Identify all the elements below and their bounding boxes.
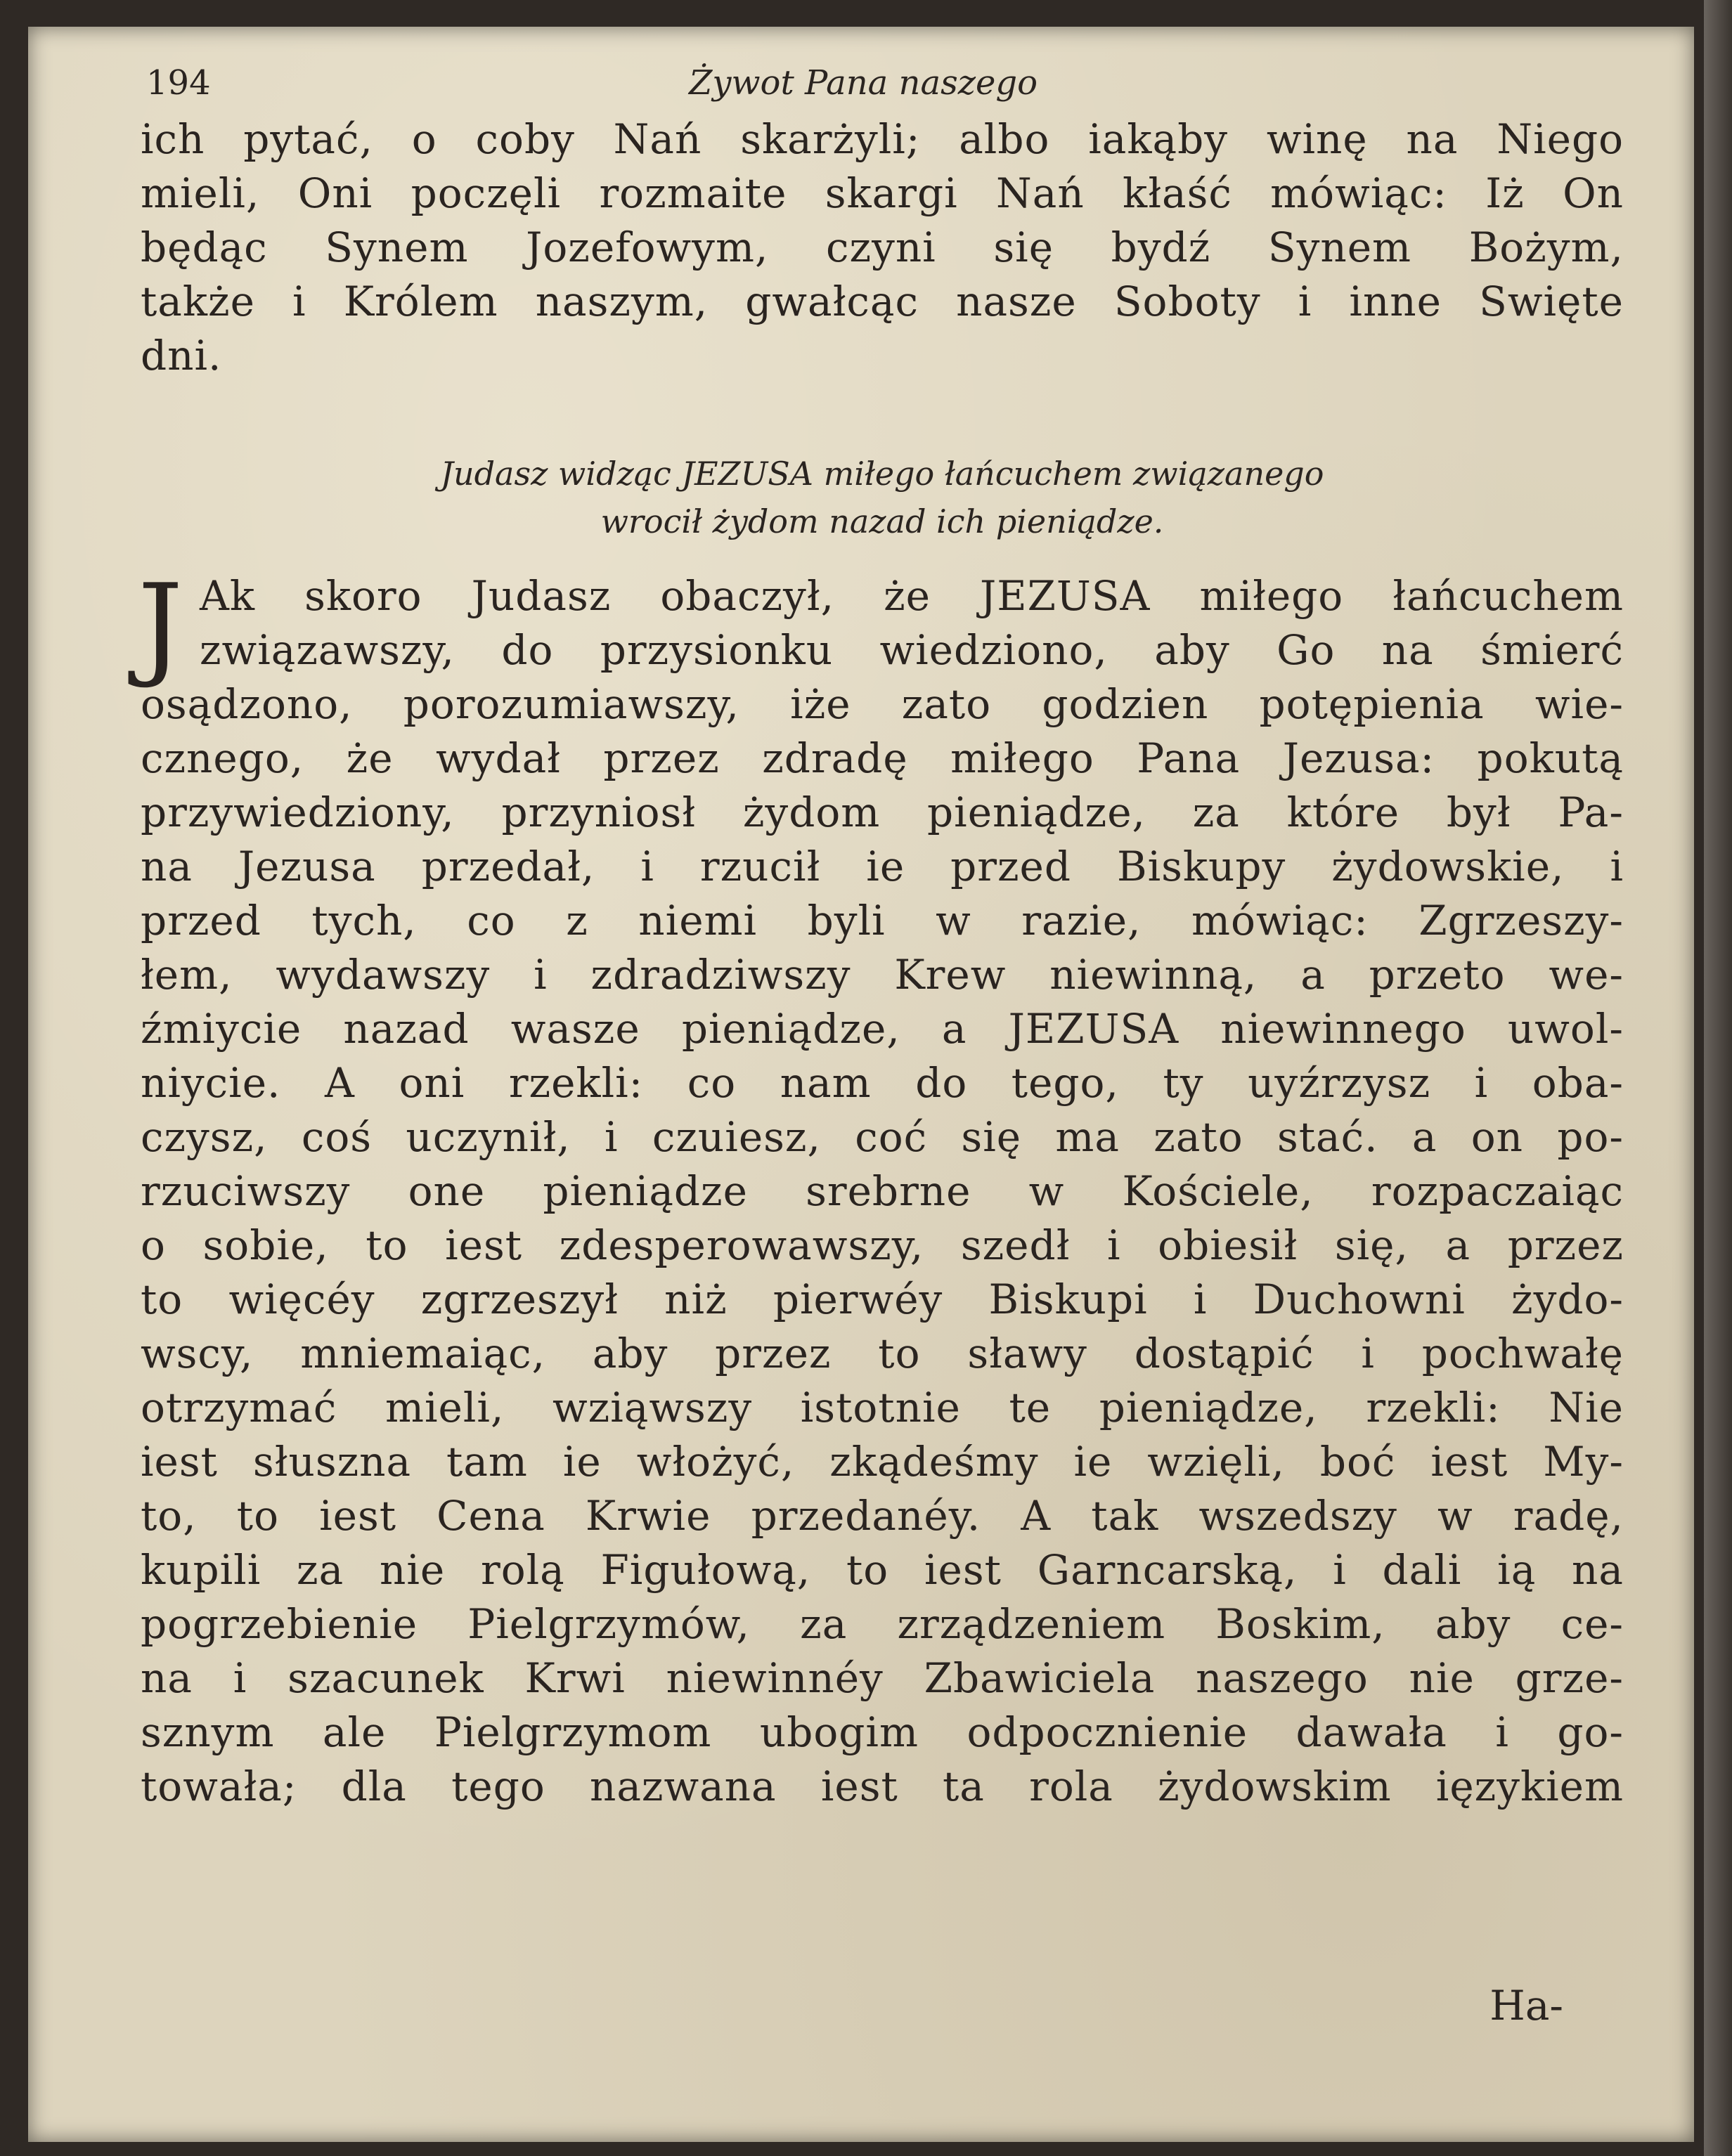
text-line: dni.	[141, 332, 222, 379]
text-line: przed tych, co z niemi byli w razie, mówiąc: Zgrzeszy-	[141, 897, 1624, 944]
text-line: źmiycie nazad wasze pieniądze, a JEZUSA niewinnego uwol-	[141, 1005, 1624, 1053]
text-line: niycie. A oni rzekli: co nam do tego, ty uyźrzysz i oba-	[141, 1059, 1624, 1107]
text-line: łem, wydawszy i zdradziwszy Krew niewinną, a przeto we-	[141, 951, 1624, 999]
heading-line: wrocił żydom nazad ich pieniądze.	[600, 502, 1164, 540]
text-line: Ak skoro Judasz obaczył, że JEZUSA miłego łańcuchem	[200, 572, 1624, 620]
page-number: 194	[146, 63, 211, 103]
text-line: będąc Synem Jozefowym, czyni się bydź Synem Bożym,	[141, 223, 1624, 271]
section-heading	[141, 450, 1624, 545]
text-line: ich pytać, o coby Nań skarżyli; albo iakąby winę na Niego	[141, 115, 1624, 163]
text-line: sznym ale Pielgrzymom ubogim odpocznienie dawała i go-	[141, 1708, 1624, 1756]
text-line: kupili za nie rolą Figułową, to iest Garncarską, i dali ią na	[141, 1546, 1624, 1594]
text-line: przywiedziony, przyniosł żydom pieniądze, za które był Pa-	[141, 788, 1624, 836]
text-line: o sobie, to iest zdesperowawszy, szedł i obiesił się, a przez	[141, 1221, 1624, 1269]
heading-line: Judasz widząc JEZUSA miłego łańcuchem związanego	[440, 455, 1324, 493]
text-line: wscy, mniemaiąc, aby przez to sławy dostąpić i pochwałę	[141, 1330, 1624, 1377]
text-line: towała; dla tego nazwana iest ta rola żydowskim ięzykiem	[141, 1762, 1624, 1810]
text-line: otrzymać mieli, wziąwszy istotnie te pieniądze, rzekli: Nie	[141, 1384, 1624, 1431]
text-line: na Jezusa przedał, i rzucił ie przed Biskupy żydowskie, i	[141, 843, 1624, 890]
top-paragraph	[141, 112, 1624, 383]
text-line: czysz, coś uczynił, i czuiesz, coć się ma zato stać. a on po-	[141, 1113, 1624, 1161]
page-gutter	[1704, 0, 1732, 2156]
text-line: także i Królem naszym, gwałcąc nasze Soboty i inne Swięte	[141, 278, 1624, 325]
drop-cap: J	[138, 559, 184, 691]
text-line: mieli, Oni poczęli rozmaite skargi Nań kłaść mówiąc: Iż On	[141, 169, 1624, 217]
text-line: na i szacunek Krwi niewinnéy Zbawiciela naszego nie grze-	[141, 1654, 1624, 1702]
text-line: iest słuszna tam ie włożyć, zkądeśmy ie wzięli, boć iest My-	[141, 1438, 1624, 1486]
text-line: rzuciwszy one pieniądze srebrne w Kościele, rozpaczaiąc	[141, 1167, 1624, 1215]
catchword: Ha-	[1489, 1982, 1563, 2030]
text-line: to więcéy zgrzeszył niż pierwéy Biskupi i Duchowni żydo-	[141, 1275, 1624, 1323]
text-line: pogrzebienie Pielgrzymów, za zrządzeniem Boskim, aby ce-	[141, 1600, 1624, 1648]
text-line: osądzono, porozumiawszy, iże zato godzien potępienia wie-	[141, 680, 1624, 728]
text-line: to, to iest Cena Krwie przedanéy. A tak wszedszy w radę,	[141, 1492, 1624, 1540]
running-head: Żywot Pana naszego	[688, 63, 1038, 103]
text-line: związawszy, do przysionku wiedziono, aby Go na śmierć	[200, 626, 1624, 674]
text-line: cznego, że wydał przez zdradę miłego Pana Jezusa: pokutą	[141, 734, 1624, 782]
body-paragraph	[138, 559, 1624, 1814]
